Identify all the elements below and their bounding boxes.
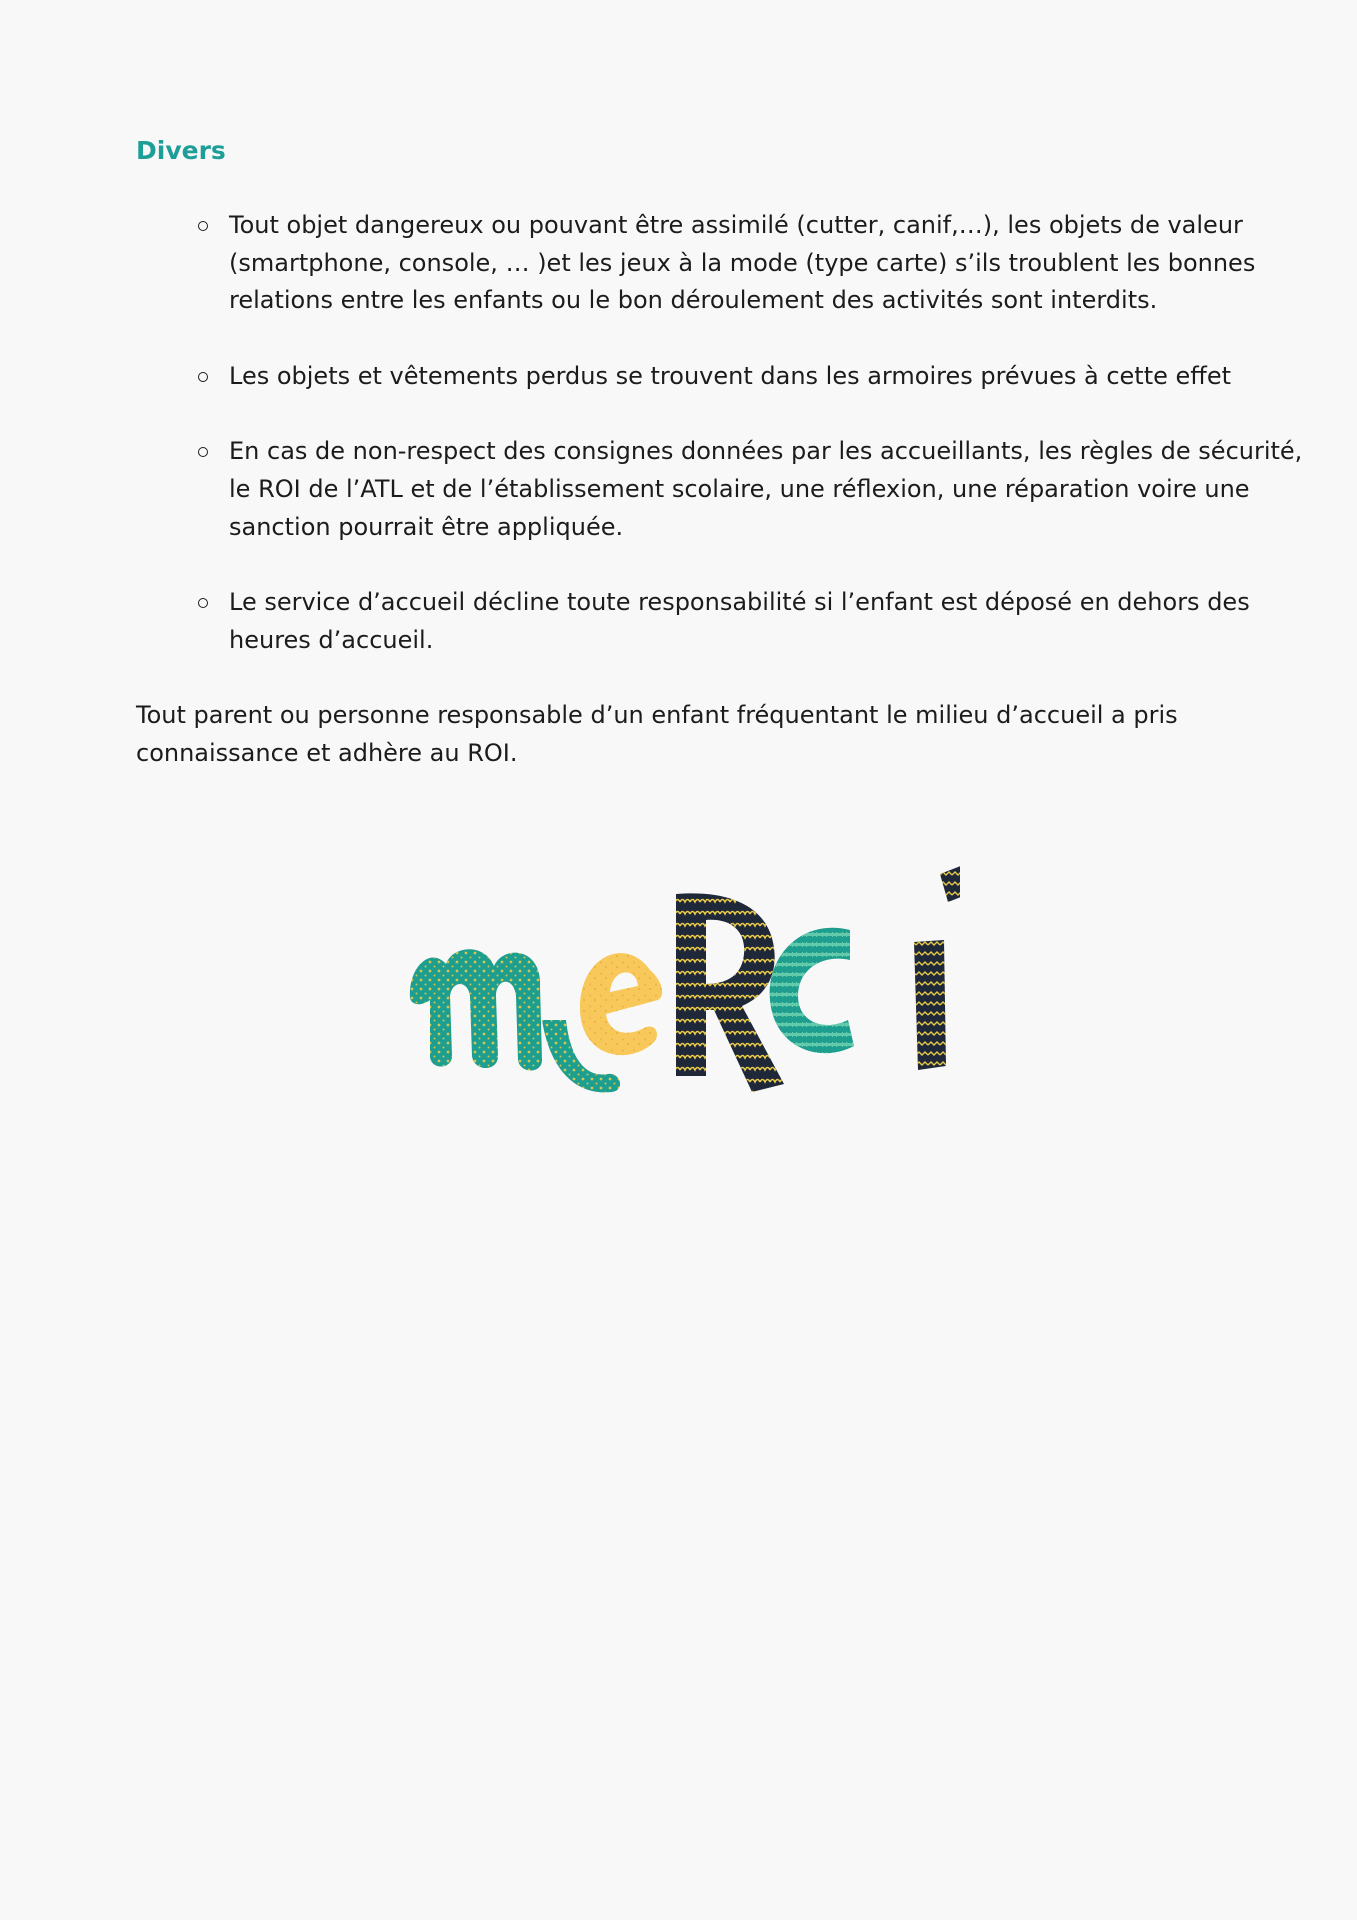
- hollow-circle-bullet-icon: [198, 447, 208, 457]
- letter-m-shape: [410, 949, 542, 1070]
- section-title: Divers: [136, 136, 226, 165]
- list-item-text: Le service d’accueil décline toute responsabilité si l’enfant est déposé en dehors des heures d’accueil.: [229, 588, 1250, 654]
- hollow-circle-bullet-icon: [198, 598, 208, 608]
- letter-i-stem-shape: [914, 940, 946, 1070]
- letter-r-shape: [676, 893, 784, 1092]
- hollow-circle-bullet-icon: [198, 221, 208, 231]
- closing-paragraph: Tout parent ou personne responsable d’un enfant fréquentant le milieu d’accueil a pris connaissance et adhère au ROI.: [136, 701, 1178, 767]
- list-item: [136, 433, 1316, 546]
- list-item-text: En cas de non-respect des consignes données par les accueillants, les règles de sécurité, le ROI de l’ATL et de l’établissement scolaire, une réflexion, une réparation voire une sanction pourrait être appliquée.: [229, 437, 1303, 541]
- list-item: [136, 584, 1316, 659]
- merci-illustration: [400, 860, 960, 1120]
- bullet-list: [136, 207, 1316, 697]
- letter-e-shape: [580, 953, 662, 1055]
- list-item-text: Tout objet dangereux ou pouvant être assimilé (cutter, canif,…), les objets de valeur (smartphone, console, … )et les jeux à la mode (type carte) s’ils troublent les bonnes relations entre les enfants ou le bon déroulement des activités sont interdits.: [229, 211, 1256, 315]
- list-item: [136, 358, 1316, 396]
- letter-c-shape: [770, 928, 854, 1053]
- list-item-text: Les objets et vêtements perdus se trouvent dans les armoires prévues à cette effet: [229, 361, 1231, 390]
- letter-i-dot-shape: [940, 864, 960, 902]
- list-item: [136, 207, 1316, 320]
- hollow-circle-bullet-icon: [198, 372, 208, 382]
